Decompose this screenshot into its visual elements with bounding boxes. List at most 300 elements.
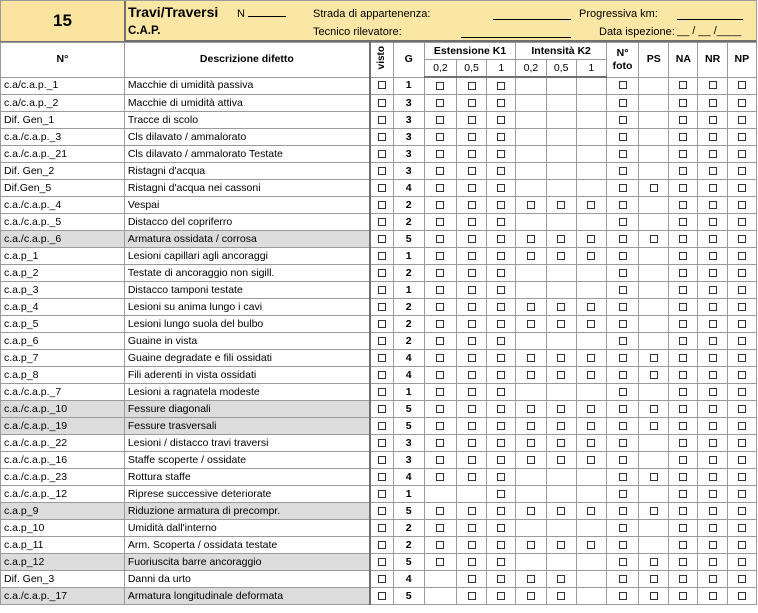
k2-0-2-cell[interactable]: [516, 299, 546, 316]
np-checkbox[interactable]: [738, 167, 746, 175]
tecnico-field[interactable]: [461, 37, 571, 38]
k1-0-5-cell[interactable]: [456, 316, 486, 333]
foto-cell[interactable]: [606, 418, 638, 435]
k1-1-checkbox[interactable]: [497, 116, 505, 124]
visto-checkbox[interactable]: [378, 303, 386, 311]
k1-0-5-checkbox[interactable]: [468, 184, 476, 192]
k2-0-5-checkbox[interactable]: [557, 507, 565, 515]
k2-0-2-checkbox[interactable]: [527, 422, 535, 430]
k2-0-2-checkbox[interactable]: [527, 405, 535, 413]
visto-checkbox[interactable]: [378, 286, 386, 294]
k1-0-5-cell[interactable]: [456, 435, 486, 452]
ps-cell[interactable]: [639, 571, 669, 588]
np-cell[interactable]: [727, 401, 756, 418]
k1-0-2-checkbox[interactable]: [436, 439, 444, 447]
np-cell[interactable]: [727, 520, 756, 537]
visto-cell[interactable]: [370, 214, 393, 231]
np-checkbox[interactable]: [738, 541, 746, 549]
k1-0-5-checkbox[interactable]: [468, 201, 476, 209]
k2-0-5-cell[interactable]: [546, 350, 576, 367]
nr-cell[interactable]: [698, 77, 727, 95]
k1-1-checkbox[interactable]: [497, 507, 505, 515]
k1-1-checkbox[interactable]: [497, 473, 505, 481]
visto-cell[interactable]: [370, 418, 393, 435]
k1-1-cell[interactable]: [487, 77, 516, 95]
k1-0-5-checkbox[interactable]: [468, 99, 476, 107]
k1-1-checkbox[interactable]: [497, 592, 505, 600]
np-checkbox[interactable]: [738, 116, 746, 124]
visto-checkbox[interactable]: [378, 235, 386, 243]
visto-checkbox[interactable]: [378, 405, 386, 413]
np-checkbox[interactable]: [738, 371, 746, 379]
k1-0-5-cell[interactable]: [456, 265, 486, 282]
k2-0-5-cell[interactable]: [546, 588, 576, 605]
k1-1-cell[interactable]: [487, 435, 516, 452]
k1-0-5-checkbox[interactable]: [468, 524, 476, 532]
k1-0-5-cell[interactable]: [456, 248, 486, 265]
nr-cell[interactable]: [698, 384, 727, 401]
visto-cell[interactable]: [370, 571, 393, 588]
foto-cell[interactable]: [606, 486, 638, 503]
visto-checkbox[interactable]: [378, 354, 386, 362]
foto-checkbox[interactable]: [619, 371, 627, 379]
foto-checkbox[interactable]: [619, 150, 627, 158]
na-cell[interactable]: [669, 112, 698, 129]
k2-0-2-checkbox[interactable]: [527, 252, 535, 260]
k1-1-checkbox[interactable]: [497, 184, 505, 192]
foto-checkbox[interactable]: [619, 269, 627, 277]
foto-checkbox[interactable]: [619, 184, 627, 192]
np-checkbox[interactable]: [738, 320, 746, 328]
k2-1-checkbox[interactable]: [587, 235, 595, 243]
visto-checkbox[interactable]: [378, 558, 386, 566]
visto-checkbox[interactable]: [378, 575, 386, 583]
k2-0-2-checkbox[interactable]: [527, 235, 535, 243]
na-cell[interactable]: [669, 503, 698, 520]
progressiva-field[interactable]: [677, 19, 743, 20]
visto-checkbox[interactable]: [378, 439, 386, 447]
foto-cell[interactable]: [606, 282, 638, 299]
k1-0-2-checkbox[interactable]: [436, 269, 444, 277]
k1-0-2-checkbox[interactable]: [436, 388, 444, 396]
nr-checkbox[interactable]: [709, 218, 717, 226]
na-checkbox[interactable]: [679, 150, 687, 158]
k1-0-2-cell[interactable]: [424, 112, 456, 129]
foto-cell[interactable]: [606, 163, 638, 180]
na-checkbox[interactable]: [679, 116, 687, 124]
k1-0-5-checkbox[interactable]: [468, 133, 476, 141]
k1-1-checkbox[interactable]: [497, 133, 505, 141]
visto-checkbox[interactable]: [378, 541, 386, 549]
foto-cell[interactable]: [606, 401, 638, 418]
k1-1-cell[interactable]: [487, 520, 516, 537]
np-checkbox[interactable]: [738, 575, 746, 583]
k1-1-cell[interactable]: [487, 112, 516, 129]
visto-cell[interactable]: [370, 265, 393, 282]
na-checkbox[interactable]: [679, 167, 687, 175]
k1-0-5-cell[interactable]: [456, 520, 486, 537]
k1-0-5-checkbox[interactable]: [468, 592, 476, 600]
nr-checkbox[interactable]: [709, 575, 717, 583]
k1-1-cell[interactable]: [487, 588, 516, 605]
na-checkbox[interactable]: [679, 286, 687, 294]
k1-0-5-cell[interactable]: [456, 367, 486, 384]
na-cell[interactable]: [669, 333, 698, 350]
k1-0-5-cell[interactable]: [456, 163, 486, 180]
na-cell[interactable]: [669, 129, 698, 146]
visto-cell[interactable]: [370, 435, 393, 452]
k1-0-2-checkbox[interactable]: [436, 337, 444, 345]
k2-0-5-checkbox[interactable]: [557, 422, 565, 430]
nr-checkbox[interactable]: [709, 337, 717, 345]
visto-cell[interactable]: [370, 333, 393, 350]
k2-0-2-cell[interactable]: [516, 435, 546, 452]
k1-0-2-checkbox[interactable]: [436, 167, 444, 175]
k2-0-5-checkbox[interactable]: [557, 320, 565, 328]
nr-cell[interactable]: [698, 282, 727, 299]
k1-0-5-checkbox[interactable]: [468, 167, 476, 175]
k1-0-5-checkbox[interactable]: [468, 286, 476, 294]
nr-cell[interactable]: [698, 231, 727, 248]
visto-cell[interactable]: [370, 299, 393, 316]
k2-0-5-checkbox[interactable]: [557, 592, 565, 600]
k1-0-5-checkbox[interactable]: [468, 439, 476, 447]
na-checkbox[interactable]: [679, 252, 687, 260]
na-cell[interactable]: [669, 197, 698, 214]
na-cell[interactable]: [669, 248, 698, 265]
foto-checkbox[interactable]: [619, 422, 627, 430]
n-blank[interactable]: [248, 7, 286, 17]
foto-checkbox[interactable]: [619, 201, 627, 209]
foto-checkbox[interactable]: [619, 439, 627, 447]
na-checkbox[interactable]: [679, 507, 687, 515]
nr-cell[interactable]: [698, 469, 727, 486]
np-cell[interactable]: [727, 95, 756, 112]
na-cell[interactable]: [669, 435, 698, 452]
foto-checkbox[interactable]: [619, 388, 627, 396]
ps-checkbox[interactable]: [650, 592, 658, 600]
k2-0-5-checkbox[interactable]: [557, 541, 565, 549]
k2-0-5-cell[interactable]: [546, 231, 576, 248]
k2-1-checkbox[interactable]: [587, 422, 595, 430]
nr-checkbox[interactable]: [709, 81, 717, 89]
k2-1-checkbox[interactable]: [587, 303, 595, 311]
k1-1-cell[interactable]: [487, 146, 516, 163]
k1-1-cell[interactable]: [487, 384, 516, 401]
np-cell[interactable]: [727, 265, 756, 282]
na-checkbox[interactable]: [679, 422, 687, 430]
nr-checkbox[interactable]: [709, 405, 717, 413]
ps-cell[interactable]: [639, 350, 669, 367]
visto-cell[interactable]: [370, 554, 393, 571]
visto-checkbox[interactable]: [378, 456, 386, 464]
nr-checkbox[interactable]: [709, 388, 717, 396]
k1-0-5-checkbox[interactable]: [468, 218, 476, 226]
na-cell[interactable]: [669, 418, 698, 435]
ps-cell[interactable]: [639, 180, 669, 197]
visto-checkbox[interactable]: [378, 150, 386, 158]
np-checkbox[interactable]: [738, 422, 746, 430]
na-cell[interactable]: [669, 163, 698, 180]
np-cell[interactable]: [727, 231, 756, 248]
np-cell[interactable]: [727, 146, 756, 163]
k1-0-2-cell[interactable]: [424, 435, 456, 452]
k2-0-2-cell[interactable]: [516, 350, 546, 367]
ps-checkbox[interactable]: [650, 422, 658, 430]
foto-checkbox[interactable]: [619, 558, 627, 566]
k1-0-2-cell[interactable]: [424, 163, 456, 180]
na-cell[interactable]: [669, 95, 698, 112]
k1-0-2-checkbox[interactable]: [436, 286, 444, 294]
foto-checkbox[interactable]: [619, 116, 627, 124]
foto-cell[interactable]: [606, 231, 638, 248]
k1-0-2-checkbox[interactable]: [436, 303, 444, 311]
na-checkbox[interactable]: [679, 371, 687, 379]
visto-checkbox[interactable]: [378, 81, 386, 89]
k2-0-2-checkbox[interactable]: [527, 575, 535, 583]
k2-1-checkbox[interactable]: [587, 201, 595, 209]
nr-cell[interactable]: [698, 129, 727, 146]
k1-0-5-cell[interactable]: [456, 95, 486, 112]
k2-0-2-checkbox[interactable]: [527, 541, 535, 549]
np-cell[interactable]: [727, 77, 756, 95]
k2-1-cell[interactable]: [576, 503, 606, 520]
na-cell[interactable]: [669, 537, 698, 554]
k1-1-checkbox[interactable]: [497, 524, 505, 532]
k1-0-2-checkbox[interactable]: [436, 507, 444, 515]
k1-0-5-checkbox[interactable]: [468, 320, 476, 328]
foto-checkbox[interactable]: [619, 524, 627, 532]
k2-0-2-cell[interactable]: [516, 197, 546, 214]
k2-0-5-checkbox[interactable]: [557, 303, 565, 311]
k1-0-2-cell[interactable]: [424, 282, 456, 299]
np-cell[interactable]: [727, 418, 756, 435]
nr-checkbox[interactable]: [709, 269, 717, 277]
na-checkbox[interactable]: [679, 388, 687, 396]
k2-1-cell[interactable]: [576, 231, 606, 248]
foto-checkbox[interactable]: [619, 592, 627, 600]
foto-checkbox[interactable]: [619, 507, 627, 515]
nr-cell[interactable]: [698, 486, 727, 503]
foto-checkbox[interactable]: [619, 456, 627, 464]
na-cell[interactable]: [669, 554, 698, 571]
k2-0-5-checkbox[interactable]: [557, 456, 565, 464]
nr-cell[interactable]: [698, 401, 727, 418]
k2-1-cell[interactable]: [576, 418, 606, 435]
k1-1-checkbox[interactable]: [497, 167, 505, 175]
visto-cell[interactable]: [370, 180, 393, 197]
k1-0-2-cell[interactable]: [424, 503, 456, 520]
visto-checkbox[interactable]: [378, 218, 386, 226]
k2-0-2-checkbox[interactable]: [527, 456, 535, 464]
visto-checkbox[interactable]: [378, 473, 386, 481]
foto-checkbox[interactable]: [619, 81, 627, 89]
foto-checkbox[interactable]: [619, 303, 627, 311]
foto-cell[interactable]: [606, 146, 638, 163]
foto-cell[interactable]: [606, 180, 638, 197]
np-cell[interactable]: [727, 197, 756, 214]
k1-0-2-cell[interactable]: [424, 146, 456, 163]
np-cell[interactable]: [727, 333, 756, 350]
np-cell[interactable]: [727, 435, 756, 452]
k1-0-5-cell[interactable]: [456, 554, 486, 571]
k1-0-2-checkbox[interactable]: [436, 371, 444, 379]
k1-1-cell[interactable]: [487, 571, 516, 588]
np-checkbox[interactable]: [738, 303, 746, 311]
k2-0-5-cell[interactable]: [546, 316, 576, 333]
np-checkbox[interactable]: [738, 184, 746, 192]
nr-checkbox[interactable]: [709, 303, 717, 311]
k2-0-5-checkbox[interactable]: [557, 405, 565, 413]
k2-0-2-cell[interactable]: [516, 571, 546, 588]
k1-1-checkbox[interactable]: [497, 201, 505, 209]
np-checkbox[interactable]: [738, 252, 746, 260]
ps-checkbox[interactable]: [650, 473, 658, 481]
k1-1-checkbox[interactable]: [497, 439, 505, 447]
np-checkbox[interactable]: [738, 473, 746, 481]
k1-1-checkbox[interactable]: [497, 82, 505, 90]
k1-0-5-cell[interactable]: [456, 231, 486, 248]
k1-0-2-cell[interactable]: [424, 554, 456, 571]
k1-0-2-checkbox[interactable]: [436, 201, 444, 209]
foto-cell[interactable]: [606, 571, 638, 588]
visto-cell[interactable]: [370, 452, 393, 469]
k2-0-2-cell[interactable]: [516, 367, 546, 384]
visto-checkbox[interactable]: [378, 252, 386, 260]
nr-checkbox[interactable]: [709, 541, 717, 549]
k1-1-checkbox[interactable]: [497, 371, 505, 379]
visto-cell[interactable]: [370, 537, 393, 554]
nr-checkbox[interactable]: [709, 286, 717, 294]
na-checkbox[interactable]: [679, 303, 687, 311]
k2-1-cell[interactable]: [576, 367, 606, 384]
nr-cell[interactable]: [698, 265, 727, 282]
visto-checkbox[interactable]: [378, 116, 386, 124]
k2-0-2-checkbox[interactable]: [527, 371, 535, 379]
k2-0-5-checkbox[interactable]: [557, 201, 565, 209]
k2-0-2-checkbox[interactable]: [527, 354, 535, 362]
k1-0-2-cell[interactable]: [424, 452, 456, 469]
k2-0-2-cell[interactable]: [516, 452, 546, 469]
k2-0-5-cell[interactable]: [546, 571, 576, 588]
k1-0-2-cell[interactable]: [424, 129, 456, 146]
k2-1-cell[interactable]: [576, 299, 606, 316]
k2-1-checkbox[interactable]: [587, 320, 595, 328]
foto-cell[interactable]: [606, 384, 638, 401]
visto-cell[interactable]: [370, 588, 393, 605]
visto-checkbox[interactable]: [378, 507, 386, 515]
k1-1-checkbox[interactable]: [497, 235, 505, 243]
na-checkbox[interactable]: [679, 201, 687, 209]
np-checkbox[interactable]: [738, 269, 746, 277]
nr-cell[interactable]: [698, 452, 727, 469]
k1-1-cell[interactable]: [487, 248, 516, 265]
k1-0-2-cell[interactable]: [424, 469, 456, 486]
foto-cell[interactable]: [606, 265, 638, 282]
k1-0-5-cell[interactable]: [456, 112, 486, 129]
np-cell[interactable]: [727, 299, 756, 316]
np-cell[interactable]: [727, 486, 756, 503]
ps-checkbox[interactable]: [650, 507, 658, 515]
visto-checkbox[interactable]: [378, 337, 386, 345]
np-cell[interactable]: [727, 163, 756, 180]
k2-0-2-cell[interactable]: [516, 588, 546, 605]
np-checkbox[interactable]: [738, 235, 746, 243]
nr-cell[interactable]: [698, 554, 727, 571]
k2-0-2-checkbox[interactable]: [527, 320, 535, 328]
na-cell[interactable]: [669, 588, 698, 605]
visto-checkbox[interactable]: [378, 201, 386, 209]
np-cell[interactable]: [727, 537, 756, 554]
visto-checkbox[interactable]: [378, 371, 386, 379]
k1-0-2-cell[interactable]: [424, 333, 456, 350]
k2-1-cell[interactable]: [576, 537, 606, 554]
np-checkbox[interactable]: [738, 405, 746, 413]
k1-0-5-checkbox[interactable]: [468, 507, 476, 515]
np-checkbox[interactable]: [738, 81, 746, 89]
visto-checkbox[interactable]: [378, 422, 386, 430]
nr-checkbox[interactable]: [709, 99, 717, 107]
na-cell[interactable]: [669, 486, 698, 503]
k1-0-2-checkbox[interactable]: [436, 405, 444, 413]
foto-cell[interactable]: [606, 435, 638, 452]
k1-0-2-cell[interactable]: [424, 384, 456, 401]
visto-checkbox[interactable]: [378, 269, 386, 277]
nr-checkbox[interactable]: [709, 150, 717, 158]
visto-cell[interactable]: [370, 248, 393, 265]
foto-checkbox[interactable]: [619, 354, 627, 362]
visto-cell[interactable]: [370, 316, 393, 333]
nr-checkbox[interactable]: [709, 184, 717, 192]
foto-cell[interactable]: [606, 299, 638, 316]
k1-0-5-cell[interactable]: [456, 197, 486, 214]
ps-cell[interactable]: [639, 231, 669, 248]
k1-0-2-checkbox[interactable]: [436, 133, 444, 141]
k1-0-2-checkbox[interactable]: [436, 82, 444, 90]
np-checkbox[interactable]: [738, 218, 746, 226]
k2-1-checkbox[interactable]: [587, 371, 595, 379]
k2-0-5-checkbox[interactable]: [557, 439, 565, 447]
na-cell[interactable]: [669, 146, 698, 163]
visto-cell[interactable]: [370, 367, 393, 384]
k1-0-2-cell[interactable]: [424, 299, 456, 316]
np-cell[interactable]: [727, 469, 756, 486]
na-cell[interactable]: [669, 367, 698, 384]
na-checkbox[interactable]: [679, 575, 687, 583]
k1-1-cell[interactable]: [487, 537, 516, 554]
foto-checkbox[interactable]: [619, 99, 627, 107]
k1-0-2-checkbox[interactable]: [436, 456, 444, 464]
k1-0-5-cell[interactable]: [456, 469, 486, 486]
k1-0-2-cell[interactable]: [424, 265, 456, 282]
k1-0-2-checkbox[interactable]: [436, 116, 444, 124]
k1-1-checkbox[interactable]: [497, 269, 505, 277]
visto-cell[interactable]: [370, 469, 393, 486]
foto-cell[interactable]: [606, 520, 638, 537]
na-cell[interactable]: [669, 282, 698, 299]
foto-checkbox[interactable]: [619, 337, 627, 345]
k1-1-cell[interactable]: [487, 486, 516, 503]
k1-0-5-checkbox[interactable]: [468, 252, 476, 260]
k2-0-5-cell[interactable]: [546, 435, 576, 452]
k2-1-cell[interactable]: [576, 401, 606, 418]
na-cell[interactable]: [669, 299, 698, 316]
k2-1-checkbox[interactable]: [587, 439, 595, 447]
k1-1-cell[interactable]: [487, 197, 516, 214]
np-checkbox[interactable]: [738, 133, 746, 141]
k1-1-cell[interactable]: [487, 503, 516, 520]
ps-checkbox[interactable]: [650, 354, 658, 362]
